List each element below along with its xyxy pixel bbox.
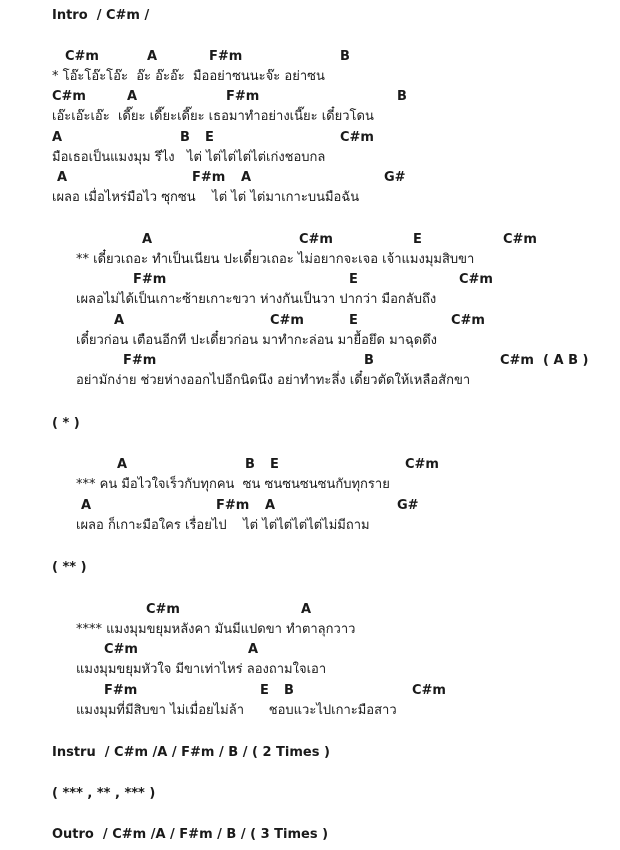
lyric-text: เผลอ ก็เกาะมือใคร เรื่อยไป ไต่ ไต่ไต่ไต่ไต่ไม่มีถาม bbox=[76, 518, 370, 533]
chord-label: C#m ( A B ) bbox=[500, 353, 589, 368]
chord-label: F#m bbox=[104, 683, 138, 698]
lyric-text: แมงมุมที่มีสิบขา ไม่เมื่อยไม่ล้า ชอบแวะไปเกาะมือสาว bbox=[76, 703, 397, 718]
chord-label: A bbox=[142, 232, 153, 247]
chord-label: F#m bbox=[192, 170, 226, 185]
chord-label: C#m bbox=[104, 642, 138, 657]
chord-label: B bbox=[180, 130, 190, 145]
intro-line: Intro / C#m / bbox=[52, 8, 150, 23]
chord-label: E bbox=[349, 272, 358, 287]
chord-label: E bbox=[349, 313, 358, 328]
chord-label: A bbox=[147, 49, 158, 64]
chord-label: C#m bbox=[405, 457, 439, 472]
lyric-text: เดี๋ยวก่อน เตือนอีกที ปะเดี๋ยวก่อน มาทำกะล่อน มายื้อยึด มาฉุดดึง bbox=[76, 333, 438, 348]
chord-label: A bbox=[241, 170, 252, 185]
chord-label: A bbox=[301, 602, 312, 617]
lyric-text: เผลอไม่ได้เป็นเกาะซ้ายเกาะขวา ห่างกันเป็นวา ปากว่า มือกลับถึง bbox=[76, 292, 437, 307]
chord-label: C#m bbox=[503, 232, 537, 247]
chord-label: A bbox=[52, 130, 63, 145]
chord-label: F#m bbox=[123, 353, 157, 368]
repeat-marker-verse: ( * ) bbox=[52, 416, 80, 431]
chord-label: A bbox=[127, 89, 138, 104]
repeat-marker-chorus: ( ** ) bbox=[52, 560, 87, 575]
chord-label: C#m bbox=[451, 313, 485, 328]
lyric-text: *** คน มือไวใจเร็วกับทุกคน ซน ซนซนซนซนกับทุกราย bbox=[76, 477, 390, 492]
chord-label: B bbox=[340, 49, 350, 64]
chord-label: C#m bbox=[340, 130, 374, 145]
lyric-text: ** เดี๋ยวเถอะ ทำเป็นเนียน ปะเดี๋ยวเถอะ ไม่อยากจะเจอ เจ้าแมงมุมสิบขา bbox=[76, 252, 475, 267]
chord-label: F#m bbox=[209, 49, 243, 64]
lyric-text: แมงมุมขยุมหัวใจ มีขาเท่าไหร่ ลองถามใจเอา bbox=[76, 662, 327, 677]
chord-label: E bbox=[413, 232, 422, 247]
chord-label: C#m bbox=[412, 683, 446, 698]
chord-label: E bbox=[260, 683, 269, 698]
chord-label: A bbox=[265, 498, 276, 513]
chord-label: C#m bbox=[299, 232, 333, 247]
chord-label: C#m bbox=[459, 272, 493, 287]
chord-label: E bbox=[270, 457, 279, 472]
lyric-text: เอ๊ะเอ๊ะเอ๊ะ เดี๊ยะ เดี๊ยะเดี๊ยะ เธอมาทำอย่างเนี๊ยะ เดี๋ยวโดน bbox=[52, 109, 374, 124]
chord-label: E bbox=[205, 130, 214, 145]
lyric-text: **** แมงมุมขยุมหลังคา มันมีแปดขา ทำตาลุกวาว bbox=[76, 622, 356, 637]
outro-line: Outro / C#m /A / F#m / B / ( 3 Times ) bbox=[52, 827, 329, 842]
chord-label: F#m bbox=[216, 498, 250, 513]
chord-label: C#m bbox=[146, 602, 180, 617]
chord-label: F#m bbox=[133, 272, 167, 287]
chord-label: G# bbox=[384, 170, 406, 185]
chord-label: A bbox=[117, 457, 128, 472]
chord-label: B bbox=[397, 89, 407, 104]
chord-label: A bbox=[114, 313, 125, 328]
chord-label: B bbox=[364, 353, 374, 368]
chord-label: A bbox=[81, 498, 92, 513]
chord-label: A bbox=[248, 642, 259, 657]
chord-label: F#m bbox=[226, 89, 260, 104]
chord-label: C#m bbox=[270, 313, 304, 328]
lyric-text: เผลอ เมื่อไหร่มือไว ซุกซน ไต่ ไต่ ไต่มาเกาะบนมือฉัน bbox=[52, 190, 360, 205]
chord-label: G# bbox=[397, 498, 419, 513]
lyric-text: * โอ๊ะโอ๊ะโอ๊ะ อ๊ะ อ๊ะอ๊ะ มืออย่าซนนะจ๊ะ อย่าซน bbox=[52, 69, 325, 84]
chord-label: C#m bbox=[65, 49, 99, 64]
lyric-text: อย่ามักง่าย ช่วยห่างออกไปอีกนิดนึง อย่าทำทะลึ่ง เดี๋ยวตัดให้เหลือสักขา bbox=[76, 373, 471, 388]
repeat-marker-final: ( *** , ** , *** ) bbox=[52, 786, 156, 801]
chord-label: C#m bbox=[52, 89, 86, 104]
chord-label: A bbox=[57, 170, 68, 185]
chord-label: B bbox=[284, 683, 294, 698]
instrumental-line: Instru / C#m /A / F#m / B / ( 2 Times ) bbox=[52, 745, 330, 760]
chord-label: B bbox=[245, 457, 255, 472]
lyric-text: มือเธอเป็นแมงมุม รึไง ไต่ ไต่ไต่ไต่ไต่เก่งชอบกล bbox=[52, 150, 326, 165]
